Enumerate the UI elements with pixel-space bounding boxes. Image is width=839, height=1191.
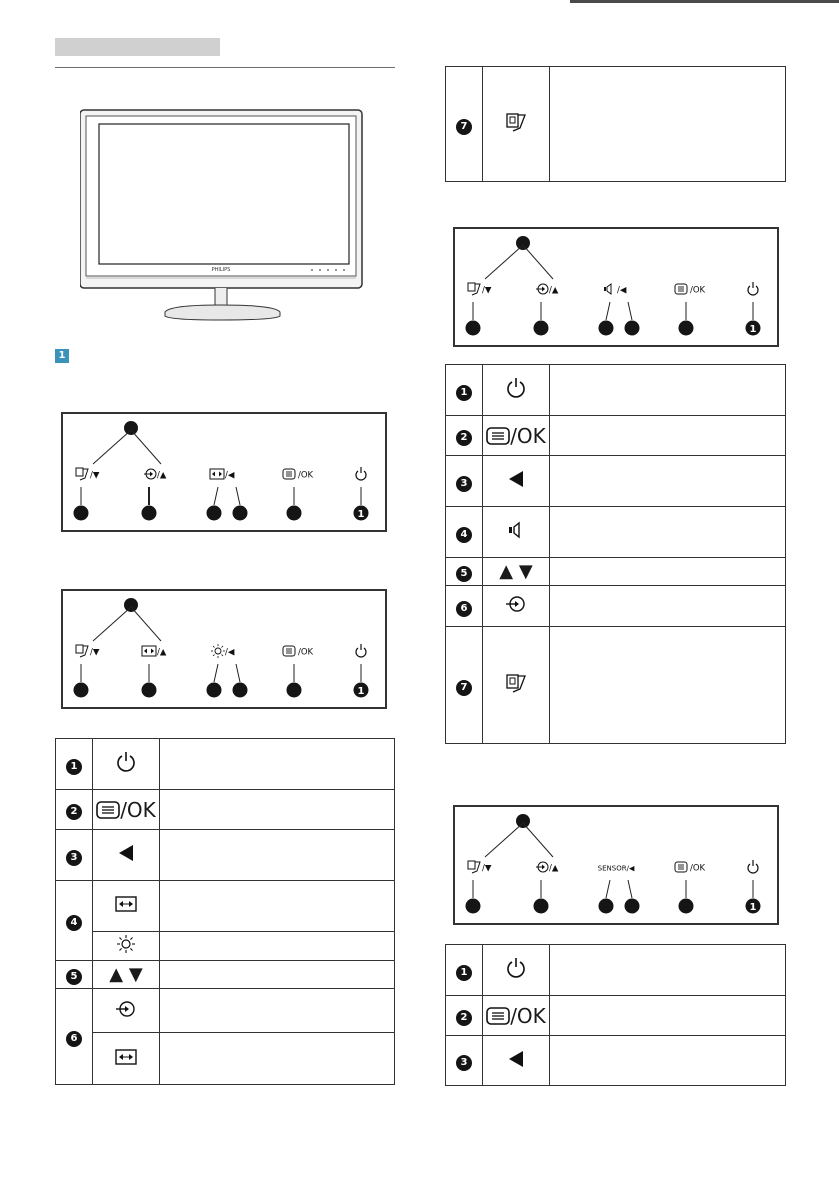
brightness-icon — [211, 644, 225, 658]
panel-button-label — [144, 469, 167, 481]
function-description — [550, 456, 786, 507]
function-description — [550, 67, 786, 182]
callout-number: 1 — [749, 324, 757, 335]
input-icon — [505, 598, 527, 617]
panel-drawing — [63, 591, 385, 707]
panel-label-text: /▼ — [482, 863, 492, 874]
callout-number: 3 — [456, 1055, 472, 1071]
input-icon — [536, 862, 548, 872]
callout-dot — [599, 321, 614, 336]
panel-button-label — [468, 283, 492, 296]
format-icon — [115, 1050, 137, 1069]
volume-icon — [604, 284, 611, 294]
callout-dot — [625, 321, 640, 336]
panel-label-text: /◀ — [225, 470, 235, 481]
left-arrow-icon — [508, 1053, 524, 1072]
callout-number: 4 — [456, 527, 472, 543]
callout-number: 5 — [66, 969, 82, 985]
panel-button-label — [536, 284, 559, 296]
panel-button-label — [536, 862, 559, 874]
format-icon — [142, 646, 156, 656]
callout-dot — [516, 236, 530, 250]
panel-button-label — [356, 644, 366, 657]
callout-number: 6 — [456, 601, 472, 617]
callout-dot — [534, 321, 549, 336]
input-icon — [115, 1003, 137, 1022]
callout-number: 1 — [66, 759, 82, 775]
up-down-arrows-icon: ▲ ▼ — [483, 558, 550, 586]
callout-number: 4 — [66, 915, 82, 931]
left-arrow-icon — [118, 847, 134, 866]
panel-button-label — [210, 469, 235, 481]
panel-drawing — [63, 414, 385, 530]
function-description — [160, 932, 395, 961]
control-panel-diagram-1 — [61, 412, 387, 532]
callout-dot — [534, 899, 549, 914]
callout-dot — [516, 814, 530, 828]
panel-button-label — [76, 645, 100, 658]
ok-label: /OK — [120, 797, 156, 822]
heading-rule — [55, 67, 395, 68]
ok-label: /OK — [510, 1003, 546, 1028]
callout-dot — [466, 899, 481, 914]
panel-label-text: /OK — [298, 470, 314, 481]
menu-icon — [96, 799, 120, 818]
function-description — [550, 1036, 786, 1086]
function-description — [160, 961, 395, 989]
function-description — [550, 365, 786, 416]
button-function-table-right-bottom — [445, 944, 786, 1086]
callout-number: 2 — [66, 804, 82, 820]
callout-dot — [124, 598, 138, 612]
panel-label-text: /▲ — [549, 863, 559, 874]
smartimage-icon — [76, 468, 88, 480]
panel-button-label — [748, 860, 758, 873]
panel-button-label — [283, 646, 314, 658]
panel-button-label — [748, 282, 758, 295]
function-description — [160, 739, 395, 790]
callout-dot — [287, 683, 302, 698]
panel-button-label — [76, 468, 100, 481]
left-arrow-icon — [508, 473, 524, 492]
menu-icon — [675, 862, 687, 872]
smartimage-icon — [76, 645, 88, 657]
panel-label-text: /▼ — [90, 470, 100, 481]
callout-number: 3 — [66, 850, 82, 866]
panel-label-text: /◀ — [617, 285, 627, 296]
function-description — [160, 790, 395, 830]
step-number-badge: 1 — [55, 349, 69, 363]
button-function-table-left — [55, 738, 395, 1085]
callout-dot — [142, 506, 157, 521]
panel-button-label — [675, 284, 706, 296]
format-icon — [210, 469, 224, 479]
function-description — [160, 881, 395, 932]
monitor-illustration — [80, 102, 365, 327]
callout-dot — [74, 506, 89, 521]
brightness-icon — [116, 939, 136, 958]
power-icon — [506, 964, 526, 983]
callout-dot — [599, 899, 614, 914]
function-description — [550, 945, 786, 996]
callout-number: 2 — [456, 1010, 472, 1026]
header-bar — [570, 0, 839, 3]
panel-button-label — [356, 467, 366, 480]
ok-label: /OK — [510, 423, 546, 448]
callout-number: 1 — [357, 686, 365, 697]
function-description — [160, 989, 395, 1033]
panel-button-label — [283, 469, 314, 481]
brand-label: PHILIPS — [211, 267, 231, 273]
callout-number: 1 — [357, 509, 365, 520]
function-description — [550, 558, 786, 586]
control-panel-diagram-3 — [453, 227, 779, 347]
callout-dot — [287, 506, 302, 521]
power-icon — [506, 384, 526, 403]
control-panel-diagram-4 — [453, 805, 779, 925]
smartimage-icon — [505, 678, 527, 697]
callout-number: 7 — [456, 119, 472, 135]
panel-label-text: /OK — [690, 863, 706, 874]
function-description — [550, 586, 786, 627]
callout-number: 2 — [456, 430, 472, 446]
function-description — [160, 830, 395, 881]
callout-number: 1 — [456, 385, 472, 401]
panel-drawing — [455, 229, 777, 345]
panel-button-label — [468, 861, 492, 874]
callout-number: 5 — [456, 566, 472, 582]
callout-number: 6 — [66, 1031, 82, 1047]
callout-number: 7 — [456, 680, 472, 696]
power-icon — [356, 644, 366, 657]
callout-dot — [124, 421, 138, 435]
menu-icon — [283, 646, 295, 656]
panel-button-label — [142, 646, 167, 658]
up-down-arrows-icon: ▲ ▼ — [93, 961, 160, 989]
panel-label-text: /OK — [690, 285, 706, 296]
callout-dot — [207, 506, 222, 521]
callout-dot — [679, 321, 694, 336]
callout-number: 1 — [749, 902, 757, 913]
panel-label-text: /▲ — [549, 285, 559, 296]
panel-label-text: /▲ — [157, 470, 167, 481]
panel-drawing — [455, 807, 777, 923]
power-icon — [748, 282, 758, 295]
control-panel-diagram-2 — [61, 589, 387, 709]
power-icon — [748, 860, 758, 873]
callout-dot — [233, 506, 248, 521]
panel-button-label — [675, 862, 706, 874]
function-description — [550, 996, 786, 1036]
smartimage-icon — [468, 861, 480, 873]
panel-label-text: /▲ — [157, 647, 167, 658]
smartimage-icon — [468, 283, 480, 295]
input-icon — [144, 469, 156, 479]
section-heading-box — [55, 38, 220, 56]
power-icon — [116, 758, 136, 777]
panel-button-label — [604, 284, 627, 296]
panel-label-text: /◀ — [225, 647, 235, 658]
callout-number: 3 — [456, 476, 472, 492]
panel-button-label — [211, 644, 235, 658]
callout-number: 1 — [456, 965, 472, 981]
panel-label-text: /▼ — [90, 647, 100, 658]
panel-label-text: /OK — [298, 647, 314, 658]
menu-icon — [283, 469, 295, 479]
menu-icon — [675, 284, 687, 294]
panel-label-text: /▼ — [482, 285, 492, 296]
menu-icon — [486, 425, 510, 444]
callout-dot — [625, 899, 640, 914]
callout-dot — [74, 683, 89, 698]
smartimage-icon — [505, 117, 527, 136]
format-icon — [115, 897, 137, 916]
power-icon — [356, 467, 366, 480]
function-description — [550, 507, 786, 558]
input-icon — [536, 284, 548, 294]
callout-dot — [679, 899, 694, 914]
callout-dot — [466, 321, 481, 336]
panel-label-text: SENSOR/◀ — [597, 864, 635, 873]
callout-dot — [142, 683, 157, 698]
button-function-table-right-middle — [445, 364, 786, 744]
callout-dot — [207, 683, 222, 698]
panel-button-label — [598, 865, 635, 873]
callout-dot — [233, 683, 248, 698]
volume-icon — [507, 524, 525, 543]
button-function-table-right-top — [445, 66, 786, 182]
function-description — [550, 416, 786, 456]
function-description — [160, 1033, 395, 1085]
function-description — [550, 627, 786, 744]
menu-icon — [486, 1005, 510, 1024]
